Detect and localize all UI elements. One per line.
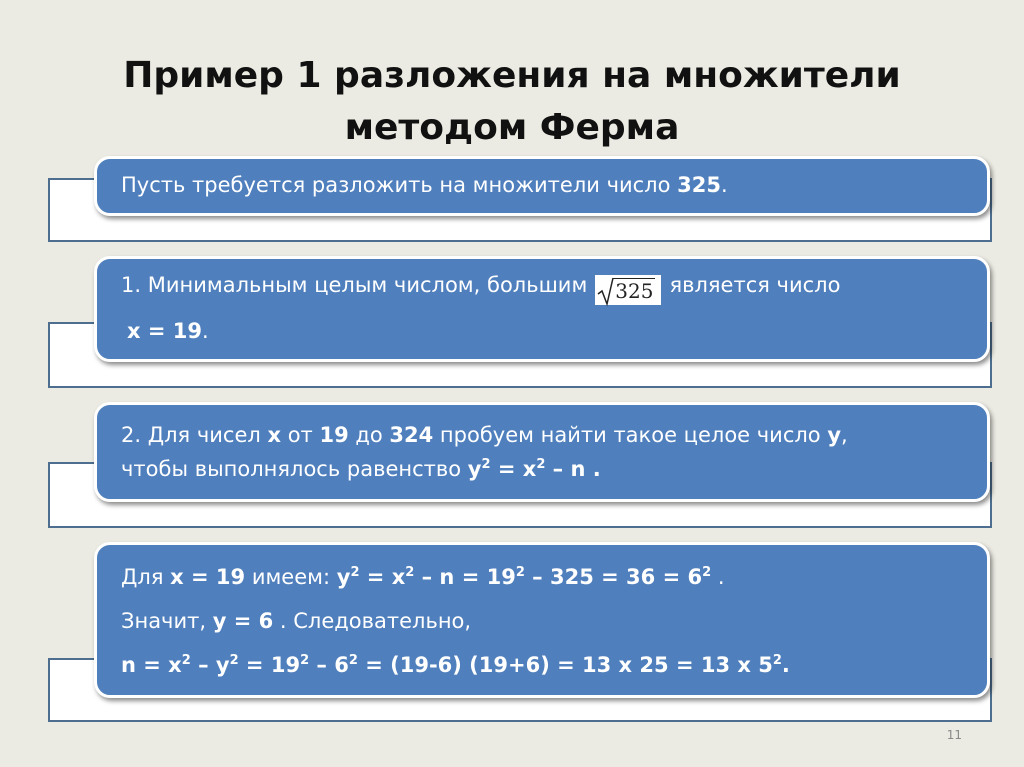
- box1-text: Пусть требуется разложить на множители число 325.: [121, 173, 728, 197]
- sqrt-expression: [595, 275, 661, 305]
- text-box-4: [94, 542, 990, 698]
- box3-line-2: чтобы выполнялось равенство $y^2 = x^2 - n$ .: [121, 457, 601, 481]
- box4-line-1: Для x = 19 имеем: $y^2 = x^2 - n = 19^2 - 325 = 36 = 6^2$ .: [121, 565, 725, 589]
- text-box-1: [94, 156, 990, 216]
- box4-line-3: $n = x^2 - y^2 = 19^2 - 6^2 = (19-6) (19+6) = 13$ x 25 = 13 x $5^2$.: [121, 653, 790, 677]
- box2-x19: x = 19: [127, 319, 202, 343]
- page-number: 11: [946, 728, 962, 742]
- box2-line-1: 1. Минимальным целым числом, большим 325 является число: [121, 273, 841, 303]
- title-line-1: Пример 1 разложения на множители: [123, 55, 901, 96]
- box2-line-2: x = 19.: [127, 319, 209, 343]
- title-line-2: методом Ферма: [344, 107, 680, 148]
- box3-line-1: 2. Для чисел x от 19 до 324 пробуем найти такое целое число y,: [121, 423, 848, 447]
- sqrt-radicand: 325: [615, 279, 654, 303]
- slide-title: [0, 50, 1024, 154]
- box1-number: 325: [677, 173, 721, 197]
- text-box-2: [94, 256, 990, 362]
- box4-line-2: Значит, y = 6 . Следовательно,: [121, 609, 472, 633]
- text-box-3: [94, 402, 990, 502]
